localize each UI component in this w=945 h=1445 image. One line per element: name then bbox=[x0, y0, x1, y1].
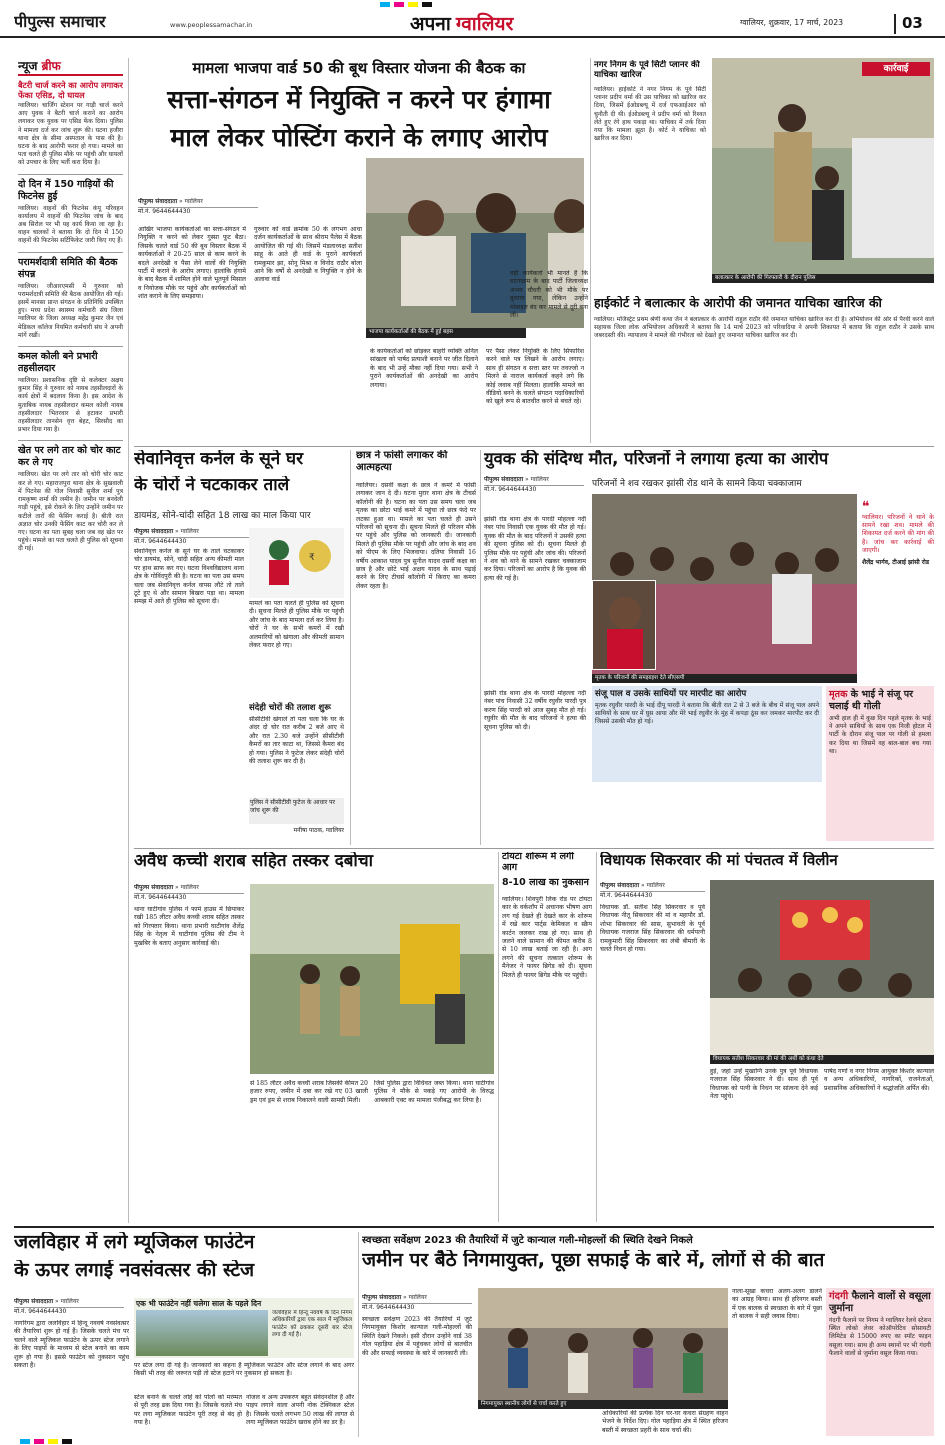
lead-headline-1: सत्ता-संगठन में नियुक्ति न करने पर हंगामा bbox=[167, 86, 551, 114]
colonel-story bbox=[134, 450, 344, 845]
side-head-accent: गंदगी bbox=[829, 1291, 849, 1302]
thief-icon bbox=[249, 528, 344, 598]
dateline: ग्वालियर, शुक्रवार, 17 मार्च, 2023 bbox=[740, 18, 844, 27]
funeral-procession-illustration bbox=[710, 880, 934, 1055]
fire-story bbox=[502, 852, 592, 1222]
fire-kicker: टोयटा शोरूम में लगी आग bbox=[502, 852, 574, 873]
lead-col-6: वहीं कार्यकर्ता भी मानते हैं कि घटनाक्रम के बाद पार्टी जिलाध्यक्ष अभय चौधरी को भी मौके पर बुलाया गया, लेकिन उन्होंने मोबाइल बंद कर मामले से दूरी बना ली। bbox=[510, 270, 588, 320]
liquor-photo bbox=[250, 884, 494, 1074]
fountain-text-4: नोजल व अन्य उपकरण बहुत संवेदनशील हैं और पाइप लगाने वाला अपनी नोक टेक्निकल स्टेज है। जिसके चलते लगभग 50 लाख की लागत से लगा म्यूजिकल फाउंटेन खराब होने का डर है। bbox=[246, 1394, 354, 1427]
lead-kicker: मामला भाजपा वार्ड 50 की बूथ विस्तार योजना की बैठक का bbox=[192, 59, 526, 77]
youth-side-box-head bbox=[829, 689, 931, 713]
mla-photo bbox=[710, 880, 934, 1055]
section-divider bbox=[134, 446, 934, 447]
fountain-text-3: स्टेज बनाने के चलते लोहे को पोलों को मरम्मत से पूरी तरह ढक दिया गया है। जिसके चलते मंच पर लगा म्यूजिकल फाउंटेन पूरी तरह से बंद हो गया है। bbox=[134, 1394, 242, 1427]
byline-name: पीपुल्स संवाददाता bbox=[362, 1294, 402, 1301]
brief-title-b: ब्रीफ bbox=[41, 59, 61, 73]
thief-illustration bbox=[249, 528, 344, 598]
commissioner-interaction-illustration bbox=[478, 1288, 728, 1400]
fire-text: ग्वालियर। शिवपुरी लिंक रोड पर टोयटा कार के वर्कशॉप में अचानक भीषण आग लग गई देखते ही देखते कार के शोरूम में रखे कार पार्ट्स केमिकल व स्क्रैप कार्टन जलकर राख हो गए। साथ ही जलने वाले सामान की कीमत करीब 8 से 10 लाख बताई जा रही है। आग लगने की सूचना तत्काल शोरूम के मैनेजर ने फायर ब्रिगेड को दी। सूचना मिलते ही फायर ब्रिगेड मौके पर पहुंची। bbox=[502, 896, 592, 979]
swachh-side-box bbox=[826, 1288, 934, 1436]
lead-byline: पीपुल्स संवाददाता » ग्वालियर मो.नं. 9644644430 bbox=[138, 198, 258, 218]
mla-headline: विधायक सिकरवार की मां पंचतत्व में विलीन bbox=[600, 852, 838, 869]
section-prefix: अपना bbox=[410, 13, 451, 35]
youth-portrait bbox=[592, 580, 656, 670]
swachh-text-2: नाला-सूखा कचरा अलग-अलग डालने का आग्रह किया। साथ ही हरिनगर बस्ती में एक बालक से स्वच्छता के बारे में पूछा तो बालक ने सही जवाब दिया। bbox=[732, 1288, 822, 1321]
hc-tag: कार्रवाई bbox=[862, 62, 930, 76]
youth-box-head: संजू पाल व उसके साथियों पर मारपीट का आरोप bbox=[595, 689, 747, 699]
column-rule bbox=[480, 450, 481, 845]
swachh-photo-caption: निगमायुक्त स्थानीय लोगों से चर्चा करते हुए bbox=[478, 1400, 728, 1409]
liquor-headline: अवैध कच्ची शराब सहित तस्कर दबोचा bbox=[134, 852, 374, 871]
brief-text: ग्वालियर। प्रशासनिक दृष्टि से कलेक्टर अक्षय कुमार सिंह ने गुरुवार को नायब तहसीलदारों के कार्य क्षेत्रों में बदलाव किया है। इस आदेश के मुताबिक नायब तहसीलदार कमल कोली नायब तहसीलदार भितरवार से हटाकर प्रभारी तहसीलदार तानसेन वृत्त बेहट, सिरसौद का प्रभार दिया गया है। bbox=[18, 377, 123, 434]
news-brief-column bbox=[18, 58, 123, 1223]
lead-col-2: गुरुवार को वार्ड क्रमांक 50 के लगभग आधा दर्जन कार्यकर्ताओं के साथ श्रीराम पैलेस में बैठक आयोजित की गई थी। जिसमें मंडलाध्यक्ष सतीश साहू के आते ही वार्ड के पुराने कार्यकर्ता रामकुमार झा, सोनू मिश्रा व विनोद राठौर बोला आने कि वर्षों से अनदेखी व नियुक्ति न होने के अलावा वार्ड bbox=[254, 226, 362, 284]
byline-city: ग्वालियर bbox=[530, 476, 549, 483]
side-head-accent: मृतक bbox=[829, 689, 848, 700]
swachh-kicker: स्वच्छता सर्वेक्षण 2023 की तैयारियों में जुटे कान्याल गली-मोहल्लों की स्थिति देखने निकले bbox=[362, 1235, 693, 1246]
brief-headline: परामर्शदात्री समिति की बैठक संपन्न bbox=[18, 256, 118, 280]
youth-subhead: परिजनों ने शव रखकर झांसी रोड थाने के सामने किया चक्काजाम bbox=[592, 479, 802, 489]
colonel-text-2: मामले का पता चलते ही पुलिस को सूचना दी। सूचना मिलते ही पुलिस मौके पर पहुंची और जांच के बाद मामला दर्ज कर लिया है। चोरों ने घर के सभी कमरों में रखी अलमारियों को खंगाला और कीमती सामान लेकर फरार हो गए। bbox=[249, 600, 344, 650]
column-rule bbox=[358, 1232, 359, 1437]
color-registration-bar bbox=[380, 2, 580, 8]
liquor-story bbox=[134, 852, 494, 1222]
divider bbox=[18, 346, 123, 347]
byline-name: पीपुल्स संवाददाता bbox=[138, 198, 178, 205]
colonel-caption: पुलिस ने सीसीटीवी फुटेज के आधार पर जांच शुरू की bbox=[249, 798, 344, 824]
youth-box bbox=[592, 686, 822, 782]
youth-side-text: ग्वालियर। परिजनों ने थाने के सामने रखा शव। मामले की शिकायत दर्ज करने की मांग की है। जांच कर कार्रवाई की जाएगी। bbox=[862, 514, 934, 554]
student-text: ग्वालियर। दसवीं कक्षा के छात्र ने कमरे में फांसी लगाकर जान दे दी। घटना मुरार थाना क्षेत्र के टीचर्स कॉलोनी की है। घटना का पता उस समय चला जब मृतक का छोटा भाई कमरे में पहुंचा तो छात्र फंदे पर लटका हुआ था। मामले का पता चलते ही उसने परिजनों को सूचना दी। सूचना मिलते ही परिजन मौके पर पहुंचे और पुलिस को जानकारी दी। जानकारी मिलते ही पुलिस मौके पर पहुंची और जांच के बाद शव को पीएम के लिए भिजवाया। दतिया निवासी 16 वर्षीय आकाश यादव पुत्र सुनील यादव दसवीं कक्षा का छात्र है और छोटे भाई अक्षय यादव के साथ पढ़ाई करने के लिए टीचर्स कॉलोनी में किराए का कमरा लेकर रहता है। bbox=[356, 482, 476, 590]
youth-side-name: शैलेंद्र भार्गव, टीआई झांसी रोड bbox=[862, 559, 930, 567]
side-head-rest: फैलाने वालों से वसूला जुर्माना bbox=[829, 1291, 931, 1314]
lead-col-3: के कार्यकर्ताओं को छोड़कर बाहरी व्यक्ति अनिल सांखला को पार्षद प्रत्याशी बनाने पर जीत दिलाने के बाद भी उन्हें मौका नहीं दिया गया। सभी ने पुराने कार्यकर्ताओं की अनदेखी का आरोप लगाया। bbox=[370, 348, 478, 389]
colonel-byline: पीपुल्स संवाददाता » ग्वालियर मो.नं. 9644644430 bbox=[134, 528, 249, 546]
liquor-text-3: जिसे पुलिस द्वारा विधिवत जब्त किया। थाना घाटीगांव पुलिस ने मौके से पकड़े गए आरोपी के विरुद्ध आबकारी एक्ट का मामला पंजीबद्ध कर लिया है। bbox=[374, 1080, 494, 1104]
lead-col-4: पर पैसा लेकर नियुक्ति के लिए सिफारिश करने वाले पत्र लिखने के आरोप लगाए। साथ ही संगठन व सत्ता स्तर पर तवज्जो न मिलने से नाराज कार्यकर्ता कहने लगे कि कोई जवाब नहीं मिलता। हालांकि मामले का वीडियो बनने के चलते संगठन पदाधिकारियों को खुले रूप से बातचीत करने से बचते रहे। bbox=[486, 348, 584, 406]
fountain-inset-text: जलविहार में हिन्दू नववर्ष के दिन निगम अधिकारियों द्वारा एक साल में म्यूजिकल फाउंटेन को ढककर दूसरी बार स्टेज लगा दी गई है। bbox=[272, 1310, 352, 1339]
byline-city: ग्वालियर bbox=[184, 198, 203, 205]
byline-phone: मो.नं. 9644644430 bbox=[14, 1308, 67, 1315]
student-kicker: छात्र ने फांसी लगाकर की आत्महत्या bbox=[356, 450, 448, 473]
masthead bbox=[0, 0, 945, 38]
youth-box-text: मृतक रघुवीर पारदी के भाई दीपू पारदी ने बताया कि बीती रात 2 से 3 बजे के बीच में संजू पाल अपने साथियों के साथ घर में घुस आया और मेरे भाई रघुवीर के मुंह में कपड़ा ठूंस कर जमकर मारपीट कर दी जिससे उसकी मौत हो गई। bbox=[595, 702, 819, 726]
hc-photo-caption: बलात्कार के आरोपी की गिरफ्तारी के दौरान पुलिस bbox=[712, 274, 934, 283]
swachh-story bbox=[362, 1232, 934, 1437]
colonel-headline-1: सेवानिवृत्त कर्नल के सूने घर bbox=[134, 450, 304, 469]
brief-item bbox=[18, 445, 123, 553]
mla-byline: पीपुल्स संवाददाता » ग्वालियर मो.नं. 9644644430 bbox=[600, 882, 705, 900]
column-rule bbox=[498, 852, 499, 1222]
lead-headline-2: माल लेकर पोस्टिंग कराने के लगाए आरोप bbox=[170, 124, 548, 152]
youth-headline: युवक की संदिग्ध मौत, परिजनों ने लगाया हत्या का आरोप bbox=[484, 450, 829, 468]
column-rule bbox=[350, 450, 351, 845]
section-divider bbox=[134, 848, 934, 849]
byline-phone: मो.नं. 9644644430 bbox=[134, 538, 187, 545]
swachh-headline: जमीन पर बैठे निगमायुक्त, पूछा सफाई के बारे में, लोगों से की बात bbox=[362, 1250, 825, 1271]
byline-city: ग्वालियर bbox=[408, 1294, 427, 1301]
brief-item bbox=[18, 351, 123, 434]
fountain-headline-2: के ऊपर लगाई नवसंवत्सर की स्टेज bbox=[14, 1260, 255, 1281]
divider bbox=[18, 174, 123, 175]
hc-top-text: ग्वालियर। हाईकोर्ट ने नगर निगम के पूर्व सिटी प्लानर प्रदीप वर्मा की उस याचिका को खारिज कर दिया, जिसमें ईओडब्ल्यू में दर्ज एफआईआर को चुनौती दी थी। ईओडब्ल्यू ने प्रदीप वर्मा को रिश्वत लेते हुए रंगे हाथ पकड़ा था। याचिका में तर्क दिया गया कि मामला झूठा है। कोर्ट ने याचिका को खारिज कर दिया। bbox=[594, 86, 706, 143]
fountain-byline: पीपुल्स संवाददाता » ग्वालियर मो.नं. 9644644430 bbox=[14, 1298, 124, 1316]
mla-text-1: विधायक डॉ. सतीश सिंह सिकरवार व पूर्व विधायक नीतू सिकरवार की मां व महापौर डॉ. शोभा सिकरवार की सास, सुभावती के पूर्व विधायक गजराज सिंह सिकरवार की धर्मपत्नी रामकुमारी सिंह सिकरवार का लंबी बीमारी के चलते निधन हो गया। bbox=[600, 904, 705, 954]
mla-text-2: हुई, जहां उन्हें मुखाग्नि उनके पुत्र पूर्व विधायक गजराज सिंह सिकरवार ने दी। साथ ही पूर्व विधायक को पत्नी के निधन पर सांत्वना देने कई नेता पहुंचे। bbox=[710, 1068, 818, 1101]
swachh-photo bbox=[478, 1288, 728, 1400]
byline-phone: मो.नं. 9644644430 bbox=[138, 208, 191, 215]
byline-name: पीपुल्स संवाददाता bbox=[134, 528, 174, 535]
hc-story bbox=[594, 58, 934, 443]
brand-logo: पीपुल्स समाचार bbox=[14, 12, 106, 31]
fountain-headline-1: जलविहार में लगे म्यूजिकल फाउंटेन bbox=[14, 1232, 255, 1253]
swachh-side-head bbox=[829, 1291, 931, 1315]
colonel-text-1: सेवानिवृत्त कर्नल के सूने घर के ताले चटकाकर चोर डायमंड, सोने, चांदी सहित अन्य कीमती माल पर हाथ साफ कर गए। घटना विश्वविद्यालय थाना क्षेत्र के गोविंदपुरी की है। घटना का पता उस समय चला जब सेवानिवृत्त कर्नल वापस लौटे तो ताले टूटे हुए थे और सामान बिखरा पड़ा था। मामला समझ में आते ही पुलिस को सूचना दी। bbox=[134, 548, 244, 606]
brief-text: ग्वालियर। चार्जिंग स्टेशन पर गाड़ी चार्ज करने आए युवक ने बैटरी चार्ज कराने का आरोप लगाकर एक युवक पर एसिड फेंक दिया। पुलिस ने मामला दर्ज कर जांच शुरू की। घटना हजीरा थाना क्षेत्र के सीमा अस्पताल के पास की है। घटना के बाद आरोपी फरार हो गया। मामले का पता चलते ही पुलिस मौके पर पहुंची और घायलों को उपचार के लिए भर्ती करा दिया है। bbox=[18, 102, 123, 167]
divider bbox=[18, 440, 123, 441]
svg-text:₹: ₹ bbox=[309, 553, 315, 563]
youth-photo-caption: मृतक के परिजनों की समझाइश देते सीएसपी bbox=[592, 674, 857, 683]
police-car-illustration bbox=[712, 58, 934, 283]
divider bbox=[18, 252, 123, 253]
swachh-byline: पीपुल्स संवाददाता » ग्वालियर मो.नं. 9644644430 bbox=[362, 1294, 472, 1312]
lead-col-1: आखिर भाजपा कार्यकर्ताओं का सत्ता-संगठन में नियुक्ति न करने को लेकर गुस्सा फूट बैठा। जिसके चलते वार्ड 50 की बूथ विस्तार बैठक में कार्यकर्ताओं ने 20-25 साल से काम करने के बदले अनदेखी व पैसा लेने वालों की नियुक्ति पार्टी में कराने के आरोप लगाए। हालांकि हंगामे के बाद बैठक में शामिल होने वाले भूतपूर्व मिसाल व नियोजक मौके पर पहुंचे और कार्यकर्ताओं को शांत कराने के लिए समझाया। bbox=[138, 226, 246, 301]
fountain-inset bbox=[134, 1298, 354, 1358]
brief-text: ग्वालियर। खेत पर लगे तार को चोरी चोर काट कर ले गए। महाराजपुरा थाना क्षेत्र के सुखवाली में पिटनेस की गोल निवासी सुनील शर्मा पुत्र रामकृष्ण शर्मा की जमीन है। जमीन पर बनवेली गाड़ी पहुंचे, इसे रोकने के लिए उन्होंने जमीन पर कटीले तारों की फेंसिंग कराई है। बीती रात अज्ञात चोर उनकी फेंसिंग काट कर चोरी कर ले गए। घटना का पता सुबह चला जब वह खेत पर पहुंचे। मामले का पता चलते ही पुलिस को सूचना दी गई। bbox=[18, 471, 123, 553]
byline-city: ग्वालियर bbox=[60, 1298, 79, 1305]
youth-byline: पीपुल्स संवाददाता » ग्वालियर मो.नं. 9644644430 bbox=[484, 476, 584, 494]
hc-headline: हाईकोर्ट ने बलात्कार के आरोपी की जमानत याचिका खारिज की bbox=[594, 296, 882, 310]
brief-title-a: न्यूज bbox=[18, 59, 38, 73]
colonel-headline-2: के चोरों ने चटकाकर ताले bbox=[134, 476, 290, 495]
byline-city: ग्वालियर bbox=[646, 882, 665, 889]
liquor-text-2: से 185 लीटर अवैध कच्ची शराब जिसकी कीमत 20 हजार रुपए, जमीन में दबा कर रखे गए 03 खाली ड्रम एवं ड्रम से शराब निकालने वाली सामग्री मिली। bbox=[250, 1080, 368, 1104]
brief-headline: कमल कोली बने प्रभारी तहसीलदार bbox=[18, 351, 98, 375]
brief-item bbox=[18, 80, 123, 168]
swachh-text-3: अधिकारियों की प्रत्येक दिन घर-घर कचरा संग्रहण वाहन भेजने के निर्देश दिए। गोल पहाड़िया क्षेत्र में स्थित हरिजन बस्ती में स्वच्छता प्रहरी के साथ चर्चा की। bbox=[602, 1410, 728, 1434]
byline-phone: मो.नं. 9644644430 bbox=[484, 486, 537, 493]
byline-phone: मो.नं. 9644644430 bbox=[134, 894, 187, 901]
colonel-text-3: सीसीटीवी खंगाले तो पता चला कि घर के अंदर दो चोर रात करीब 2 बजे आए थे और रात 2.30 बजे उन्होंने सीसीटीवी कैमरों का तार काटा था, जिससे कैमरा बंद हो गया। पुलिस ने फुटेज लेकर संदेही चोरों की तलाश शुरू कर दी है। bbox=[249, 716, 344, 766]
fountain-text: नागरिगम द्वारा जलविहार में हिन्दू नववर्ष नवसंवत्सर की तैयारियां शुरू हो गई हैं। जिसके चलते मंच पर चलने वाले म्यूजिकल फाउंटेन के ऊपर स्टेज लगाने के लिए पाइपों के माध्यम से स्टेज बनाने का काम शुरू हो गया है। इससे फाउंटेन को नुकसान पहुंच सकता है। bbox=[14, 1320, 129, 1370]
lead-photo-caption: भाजपा कार्यकर्ताओं की बैठक में हुई बहस bbox=[366, 328, 526, 338]
colonel-subhead: डायमंड, सोने-चांदी सहित 18 लाख का माल किया पार bbox=[134, 511, 311, 521]
column-rule bbox=[596, 852, 597, 1222]
page-number: 03 bbox=[894, 14, 934, 34]
brief-headline: दो दिन में 150 गाड़ियों की फिटनेस हुई bbox=[18, 178, 114, 202]
footer-registration-bar bbox=[0, 1438, 945, 1445]
brief-text: ग्वालियर। जीआरएमसी में गुरुवार को परामर्शदात्री समिति की बैठक आयोजित की गई। इसमें मानसा प्रान्त संगठन के प्रतिनिधि उपस्थित हुए। मध्य प्रदेश स्वास्थ्य कर्मचारी संघ जिला ग्वालियर के जिला अध्यक्ष महेंद्र कुमार जैन एवं मेडिकल कॉलेज नियमित कर्मचारी संघ ने अपनी मांगें रखीं। bbox=[18, 282, 123, 339]
byline-name: पीपुल्स संवाददाता bbox=[14, 1298, 54, 1305]
hc-top-headline: नगर निगम के पूर्व सिटी प्लानर की याचिका खारिज bbox=[594, 60, 700, 80]
swachh-text-1: स्वच्छता सर्वेक्षण 2023 की तैयारियों में जुटे निगमायुक्त किशोर कान्याल गली-मोहल्लों की स्थिति देखने निकले। इसी दौरान उन्होंने वार्ड 38 गोल पहाड़िया क्षेत्र में पहुंचकर लोगों से बातचीत की और सफाई व्यवस्था के बारे में जानकारी ली। bbox=[362, 1316, 472, 1357]
byline-phone: मो.नं. 9644644430 bbox=[600, 892, 653, 899]
excavator-illustration bbox=[250, 884, 494, 1074]
brief-item bbox=[18, 179, 123, 246]
hc-photo bbox=[712, 58, 934, 283]
brief-item bbox=[18, 257, 123, 340]
colonel-subhead-2: संदेही चोरों की तलाश शुरू bbox=[249, 703, 331, 713]
swachh-side-text: गंदगी फैलाने पर निगम ने ग्वालियर रेलवे स्टेशन स्थित लोको लेवर कोऑपरेटिव सोसायटी लिमिटेड से 15000 रुपए का स्पॉट फाइन वसूला गया। साथ ही अन्य स्थानों पर भी गंदगी फैलाने वालों से जुर्माना वसूल किया गया। bbox=[829, 1317, 931, 1357]
brief-headline: बैटरी चार्ज करने का आरोप लगाकर फेंका एसिड, दो घायल bbox=[18, 80, 123, 100]
mla-photo-caption: विधायक सतीश सिकरवार की मां की अर्थी को कंधा देते bbox=[710, 1055, 934, 1064]
section-divider bbox=[14, 1226, 934, 1228]
column-rule bbox=[590, 58, 591, 443]
youth-text-2: झांसी रोड थाना क्षेत्र के पारदी मोहल्ला नदी नंबर पांच निवासी 32 वर्षीय रघुवीर पारदी पुत्र करण सिंह पारदी को आज सुबह मौत हो गई। रघुवीर की मौत के बाद परिजनों ने हत्या की सूचना पुलिस को दी। bbox=[484, 690, 586, 731]
hc-text: ग्वालियर। मजिस्ट्रेट प्रथम श्रेणी कथा जैन ने बलात्कार के आरोपी राहुल राठौर की जमानत याचिका खारिज कर दी है। अभियोजन की ओर से पैरवी करने वाले सहायक जिला लोक अभियोजन अधिकारी ने बताया कि 14 मार्च 2023 को परिवादिया ने अपनी शिकायत में बताया कि राहुल राठौर ने उसके साथ जबरदस्ती की। न्यायालय ने मामले की गंभीरता को देखते हुए जमानत याचिका खारिज कर दी। bbox=[594, 316, 934, 340]
liquor-byline: पीपुल्स संवाददाता » ग्वालियर मो.नं. 9644644430 bbox=[134, 884, 244, 902]
section-city: ग्वालियर bbox=[455, 13, 514, 35]
fountain-text-2: पर स्टेज लगा दी गई है। जानकारों का कहना है म्यूजिकल फाउंटेन और स्टेज लगाने के बाद अगर किसी भी तरह की जरूरत पड़ी तो स्टेज हटाने पर नुकसान हो सकता है। bbox=[134, 1362, 354, 1378]
mla-story bbox=[600, 852, 934, 1222]
byline-city: ग्वालियर bbox=[180, 528, 199, 535]
byline-name: पीपुल्स संवाददाता bbox=[484, 476, 524, 483]
student-story bbox=[356, 450, 476, 845]
column-rule bbox=[128, 58, 129, 1223]
brief-title bbox=[18, 58, 123, 76]
byline-name: पीपुल्स संवाददाता bbox=[134, 884, 174, 891]
byline-phone: मो.नं. 9644644430 bbox=[362, 1304, 415, 1311]
byline-city: ग्वालियर bbox=[180, 884, 199, 891]
liquor-text-1: थाना घाटीगांव पुलिस ने फार्म हाउस में छिपाकर रखी 185 लीटर अवैध कच्ची शराब सहित तस्कर को गिरफ्तार किया। थाना प्रभारी घाटीगांव शैलेंद्र सिंह के नेतृत्व में घाटीगांव पुलिस की टीम ने मुखबिर के बताए अनुसार कार्रवाई की। bbox=[134, 906, 244, 947]
fountain-story bbox=[14, 1232, 354, 1437]
byline-name: पीपुल्स संवाददाता bbox=[600, 882, 640, 889]
quote-icon: ❝ bbox=[862, 500, 870, 515]
youth-side-box-text: अभी हाल ही में कुछ दिन पहले मृतक के भाई ने अपने साथियों के साथ एक निजी होटल में पार्टी के दौरान संजू पाल पर गोली से हमला कर दिया था जिसमें वह बाल-बाल बच गया था। bbox=[829, 715, 931, 755]
youth-story bbox=[484, 450, 934, 845]
colonel-byline-2: मनीषा पाठक, ग्वालियर bbox=[293, 827, 344, 834]
youth-sidebar-quote bbox=[862, 500, 934, 670]
fountain-photo bbox=[136, 1310, 268, 1356]
section-title bbox=[410, 10, 610, 36]
brief-text: ग्वालियर। वाहनों की फिटनेस कंपू परिवहन कार्यालय में वाहनों की फिटनेस जांच के बाद अब सिरोल पर भी यह कार्य किया जा रहा है। वाहन चालकों ने बताया कि दो दिन में 150 वाहनों की फिटनेस सर्टिफिकेट जारी किए गए हैं। bbox=[18, 204, 123, 245]
youth-text-1: झांसी रोड थाना क्षेत्र के पारदी मोहल्ला नदी नंबर पांच निवासी एक युवक की मौत हो गई। युवक की मौत के बाद परिजनों ने उसकी हत्या की सूचना पुलिस को दी। सूचना मिलते ही पुलिस मौके पर पहुंची और जांच की। परिजनों ने शव को थाने के सामने रखकर चक्काजाम कर दिया। परिजनों का आरोप है कि युवक की हत्या की गई है। bbox=[484, 516, 586, 582]
fountain-inset-head: एक भी फाउंटेन नहीं चलेगा साल के पहले दिन bbox=[136, 1299, 262, 1308]
fire-sub: 8-10 लाख का नुकसान bbox=[502, 878, 589, 888]
youth-side-box bbox=[826, 686, 934, 841]
person-portrait-icon bbox=[593, 581, 656, 670]
side-head-rest: के भाई ने संजू पर चलाई थी गोली bbox=[829, 689, 914, 712]
mla-text-3: पार्षद गणों व नगर निगम आयुक्त किशोर कान्याल व अन्य अधिकारियों, नागरिकों, राजनेताओं, प्रशासनिक अधिकारियों ने श्रद्धांजलि अर्पित की। bbox=[824, 1068, 934, 1092]
brief-headline: खेत पर लगे तार को चोर काट कर ले गए bbox=[18, 445, 121, 469]
brand-website: www.peoplessamachar.in bbox=[170, 21, 253, 29]
